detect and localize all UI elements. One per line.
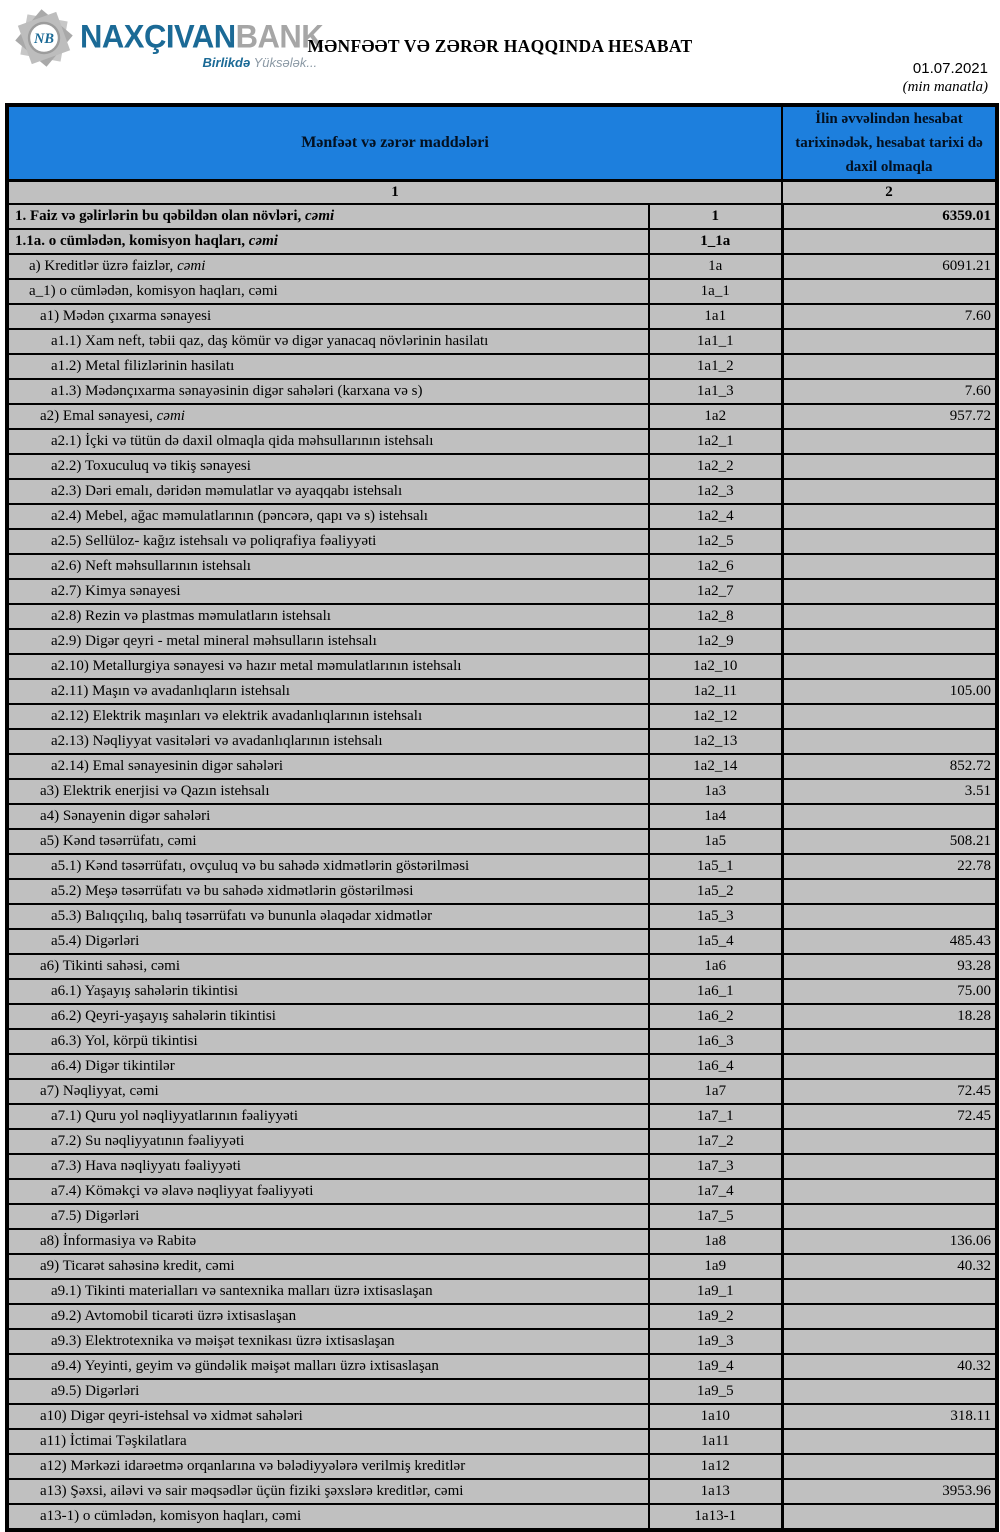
row-label-cell: a13-1) o cümlədən, komisyon haqları, cəmi	[7, 1504, 649, 1530]
table-row	[7, 904, 997, 929]
row-label-cell: a2.1) İçki və tütün də daxil olmaqla qida məhsullarının istehsalı	[7, 429, 649, 454]
row-label-cell: a7.1) Quru yol nəqliyyatlarının fəaliyyəti	[7, 1104, 649, 1129]
row-label-cell: a7.5) Digərləri	[7, 1204, 649, 1229]
table-row	[7, 454, 997, 479]
row-code-cell: 1a11	[649, 1429, 782, 1454]
table-row	[7, 1454, 997, 1479]
table-row	[7, 404, 997, 429]
pnl-table-body	[7, 181, 997, 1531]
table-row	[7, 1279, 997, 1304]
table-row	[7, 1129, 997, 1154]
row-code-cell: 1	[649, 204, 782, 229]
row-value-cell: 22.78	[782, 854, 997, 879]
row-code-cell: 1a12	[649, 1454, 782, 1479]
table-row	[7, 379, 997, 404]
row-label-cell: a6.3) Yol, körpü tikintisi	[7, 1029, 649, 1054]
table-row	[7, 704, 997, 729]
row-value-cell: 40.32	[782, 1254, 997, 1279]
row-value-cell	[782, 1279, 997, 1304]
row-value-cell: 7.60	[782, 379, 997, 404]
table-row	[7, 1429, 997, 1454]
table-row	[7, 954, 997, 979]
table-row	[7, 1504, 997, 1530]
row-code-cell: 1a2_8	[649, 604, 782, 629]
row-code-cell: 1a4	[649, 804, 782, 829]
row-value-cell: 485.43	[782, 929, 997, 954]
row-label-cell: a11) İctimai Təşkilatlara	[7, 1429, 649, 1454]
row-label-cell: a2.7) Kimya sənayesi	[7, 579, 649, 604]
table-row	[7, 304, 997, 329]
row-value-cell: 508.21	[782, 829, 997, 854]
row-label-cell: a12) Mərkəzi idarəetmə orqanlarına və bələdiyyələrə verilmiş kreditlər	[7, 1454, 649, 1479]
table-row	[7, 679, 997, 704]
row-label-cell: a9.3) Elektrotexnika və məişət texnikası üzrə ixtisaslaşan	[7, 1329, 649, 1354]
bank-name-primary: NAXÇIVAN	[80, 17, 236, 55]
row-value-cell	[782, 504, 997, 529]
row-value-cell	[782, 704, 997, 729]
table-row	[7, 1354, 997, 1379]
row-label-cell: a10) Digər qeyri-istehsal və xidmət sahələri	[7, 1404, 649, 1429]
row-label-cell: a2.14) Emal sənayesinin digər sahələri	[7, 754, 649, 779]
row-label-cell: a6.2) Qeyri-yaşayış sahələrin tikintisi	[7, 1004, 649, 1029]
row-code-cell: 1a5_1	[649, 854, 782, 879]
row-code-cell: 1a1_1	[649, 329, 782, 354]
row-value-cell: 3953.96	[782, 1479, 997, 1504]
row-code-cell: 1a7_3	[649, 1154, 782, 1179]
row-label-cell: a13) Şəxsi, ailəvi və sair məqsədlər üçün fiziki şəxslərə kreditlər, cəmi	[7, 1479, 649, 1504]
row-code-cell: 1a9_4	[649, 1354, 782, 1379]
table-row	[7, 754, 997, 779]
row-value-cell: 105.00	[782, 679, 997, 704]
row-code-cell: 1a6_1	[649, 979, 782, 1004]
table-row	[7, 979, 997, 1004]
row-value-cell	[782, 1204, 997, 1229]
row-code-cell: 1a2	[649, 404, 782, 429]
row-label-cell: a2.5) Sellüloz- kağız istehsalı və poliqrafiya fəaliyyəti	[7, 529, 649, 554]
row-label-cell: a2.13) Nəqliyyat vasitələri və avadanlıqlarının istehsalı	[7, 729, 649, 754]
table-row	[7, 854, 997, 879]
row-label-cell: a9.2) Avtomobil ticarəti üzrə ixtisaslaşan	[7, 1304, 649, 1329]
row-value-cell	[782, 1504, 997, 1530]
table-header-row	[7, 105, 997, 181]
row-value-cell	[782, 654, 997, 679]
row-value-cell	[782, 354, 997, 379]
row-code-cell: 1a6_3	[649, 1029, 782, 1054]
column-index-row	[7, 181, 997, 205]
row-code-cell: 1a2_2	[649, 454, 782, 479]
row-code-cell: 1a2_1	[649, 429, 782, 454]
row-value-cell	[782, 604, 997, 629]
row-value-cell: 72.45	[782, 1079, 997, 1104]
row-code-cell: 1a2_6	[649, 554, 782, 579]
row-value-cell	[782, 479, 997, 504]
row-label-cell: a2.11) Maşın və avadanlıqların istehsalı	[7, 679, 649, 704]
row-value-cell	[782, 879, 997, 904]
table-row	[7, 429, 997, 454]
row-value-cell: 40.32	[782, 1354, 997, 1379]
row-code-cell: 1a8	[649, 1229, 782, 1254]
row-label-cell: a7) Nəqliyyat, cəmi	[7, 1079, 649, 1104]
table-row	[7, 579, 997, 604]
table-row	[7, 529, 997, 554]
table-row	[7, 329, 997, 354]
row-label-cell: a2.12) Elektrik maşınları və elektrik avadanlıqlarının istehsalı	[7, 704, 649, 729]
row-value-cell: 136.06	[782, 1229, 997, 1254]
table-row	[7, 929, 997, 954]
row-code-cell: 1a2_3	[649, 479, 782, 504]
row-value-cell	[782, 804, 997, 829]
row-code-cell: 1a2_10	[649, 654, 782, 679]
row-label-cell: a2.8) Rezin və plastmas məmulatların istehsalı	[7, 604, 649, 629]
row-label-cell: 1.1a. o cümlədən, komisyon haqları, cəmi	[7, 229, 649, 254]
table-row	[7, 829, 997, 854]
table-row	[7, 1329, 997, 1354]
row-code-cell: 1a1_2	[649, 354, 782, 379]
row-code-cell: 1a7_1	[649, 1104, 782, 1129]
table-row	[7, 1179, 997, 1204]
row-code-cell: 1a5_3	[649, 904, 782, 929]
row-label-cell: a4) Sənayenin digər sahələri	[7, 804, 649, 829]
row-code-cell: 1a13-1	[649, 1504, 782, 1530]
row-value-cell: 72.45	[782, 1104, 997, 1129]
row-label-cell: a2.6) Neft məhsullarının istehsalı	[7, 554, 649, 579]
row-value-cell: 852.72	[782, 754, 997, 779]
row-value-cell	[782, 1029, 997, 1054]
row-value-cell	[782, 1179, 997, 1204]
row-label-cell: a2.2) Toxuculuq və tikiş sənayesi	[7, 454, 649, 479]
table-row	[7, 1004, 997, 1029]
row-value-cell	[782, 579, 997, 604]
table-row	[7, 1029, 997, 1054]
row-value-cell	[782, 554, 997, 579]
row-value-cell	[782, 1154, 997, 1179]
row-code-cell: 1a9	[649, 1254, 782, 1279]
row-label-cell: a5.3) Balıqçılıq, balıq təsərrüfatı və bununla əlaqədar xidmətlər	[7, 904, 649, 929]
row-code-cell: 1a6_2	[649, 1004, 782, 1029]
row-code-cell: 1a7_4	[649, 1179, 782, 1204]
row-code-cell: 1a5	[649, 829, 782, 854]
row-value-cell	[782, 629, 997, 654]
col-header-items: Mənfəət və zərər maddələri	[7, 105, 782, 181]
row-value-cell: 6359.01	[782, 204, 997, 229]
table-row	[7, 1404, 997, 1429]
row-label-cell: a7.2) Su nəqliyyatının fəaliyyəti	[7, 1129, 649, 1154]
bank-tagline-rest: Yüksələk...	[250, 55, 318, 70]
row-label-cell: a5) Kənd təsərrüfatı, cəmi	[7, 829, 649, 854]
row-code-cell: 1a	[649, 254, 782, 279]
table-row	[7, 779, 997, 804]
table-row	[7, 804, 997, 829]
row-code-cell: 1a_1	[649, 279, 782, 304]
row-code-cell: 1a7_2	[649, 1129, 782, 1154]
row-value-cell	[782, 1129, 997, 1154]
row-value-cell: 3.51	[782, 779, 997, 804]
row-value-cell: 7.60	[782, 304, 997, 329]
col-header-period: İlin əvvəlindən hesabat tarixinədək, hesabat tarixi də daxil olmaqla	[782, 105, 997, 181]
row-label-cell: a6.4) Digər tikintilər	[7, 1054, 649, 1079]
table-row	[7, 279, 997, 304]
row-code-cell: 1a7	[649, 1079, 782, 1104]
row-value-cell: 957.72	[782, 404, 997, 429]
row-value-cell	[782, 329, 997, 354]
table-row	[7, 1154, 997, 1179]
row-code-cell: 1a2_13	[649, 729, 782, 754]
row-label-cell: a2.10) Metallurgiya sənayesi və hazır metal məmulatlarının istehsalı	[7, 654, 649, 679]
table-row	[7, 204, 997, 229]
row-label-cell: a7.3) Hava nəqliyyatı fəaliyyəti	[7, 1154, 649, 1179]
row-code-cell: 1a5_4	[649, 929, 782, 954]
row-code-cell: 1_1a	[649, 229, 782, 254]
row-code-cell: 1a2_5	[649, 529, 782, 554]
row-code-cell: 1a5_2	[649, 879, 782, 904]
row-value-cell	[782, 1379, 997, 1404]
table-row	[7, 229, 997, 254]
row-label-cell: a) Kreditlər üzrə faizlər, cəmi	[7, 254, 649, 279]
row-label-cell: a2.3) Dəri emalı, dəridən məmulatlar və ayaqqabı istehsalı	[7, 479, 649, 504]
row-code-cell: 1a1	[649, 304, 782, 329]
row-code-cell: 1a2_12	[649, 704, 782, 729]
row-value-cell: 6091.21	[782, 254, 997, 279]
row-label-cell: a2) Emal sənayesi, cəmi	[7, 404, 649, 429]
row-code-cell: 1a13	[649, 1479, 782, 1504]
row-label-cell: a9) Ticarət sahəsinə kredit, cəmi	[7, 1254, 649, 1279]
row-label-cell: 1. Faiz və gəlirlərin bu qəbildən olan növləri, cəmi	[7, 204, 649, 229]
row-code-cell: 1a2_4	[649, 504, 782, 529]
table-row	[7, 1054, 997, 1079]
row-value-cell	[782, 279, 997, 304]
row-label-cell: a1.3) Mədənçıxarma sənayəsinin digər sahələri (karxana və s)	[7, 379, 649, 404]
table-row	[7, 1229, 997, 1254]
row-label-cell: a5.2) Meşə təsərrüfatı və bu sahədə xidmətlərin göstərilməsi	[7, 879, 649, 904]
row-label-cell: a8) İnformasiya və Rabitə	[7, 1229, 649, 1254]
row-value-cell	[782, 1054, 997, 1079]
row-code-cell: 1a2_9	[649, 629, 782, 654]
row-value-cell	[782, 429, 997, 454]
row-label-cell: a9.5) Digərləri	[7, 1379, 649, 1404]
pnl-table	[5, 103, 999, 1532]
row-value-cell: 18.28	[782, 1004, 997, 1029]
row-label-cell: a9.1) Tikinti materialları və santexnika malları üzrə ixtisaslaşan	[7, 1279, 649, 1304]
row-value-cell: 318.11	[782, 1404, 997, 1429]
table-row	[7, 504, 997, 529]
report-date: 01.07.2021	[912, 60, 988, 77]
bank-name-secondary: BANK	[235, 17, 324, 55]
table-row	[7, 1304, 997, 1329]
row-code-cell: 1a2_11	[649, 679, 782, 704]
row-label-cell: a1.1) Xam neft, təbii qaz, daş kömür və digər yanacaq növlərinin hasilatı	[7, 329, 649, 354]
col-index-2: 2	[782, 181, 997, 205]
row-value-cell	[782, 229, 997, 254]
row-code-cell: 1a9_1	[649, 1279, 782, 1304]
table-row	[7, 729, 997, 754]
row-value-cell	[782, 454, 997, 479]
table-row	[7, 604, 997, 629]
row-value-cell: 93.28	[782, 954, 997, 979]
row-label-cell: a1) Mədən çıxarma sənayesi	[7, 304, 649, 329]
row-label-cell: a2.9) Digər qeyri - metal mineral məhsulların istehsalı	[7, 629, 649, 654]
row-value-cell	[782, 1429, 997, 1454]
table-row	[7, 554, 997, 579]
row-label-cell: a6.1) Yaşayış sahələrin tikintisi	[7, 979, 649, 1004]
row-value-cell	[782, 1304, 997, 1329]
table-row	[7, 479, 997, 504]
row-value-cell	[782, 904, 997, 929]
row-code-cell: 1a9_2	[649, 1304, 782, 1329]
row-value-cell	[782, 729, 997, 754]
row-code-cell: 1a6_4	[649, 1054, 782, 1079]
table-row	[7, 1104, 997, 1129]
svg-text:NB: NB	[34, 30, 55, 47]
row-code-cell: 1a3	[649, 779, 782, 804]
row-code-cell: 1a2_7	[649, 579, 782, 604]
row-code-cell: 1a9_5	[649, 1379, 782, 1404]
table-row	[7, 629, 997, 654]
row-label-cell: a6) Tikinti sahəsi, cəmi	[7, 954, 649, 979]
table-row	[7, 654, 997, 679]
table-row	[7, 1254, 997, 1279]
table-row	[7, 1204, 997, 1229]
table-row	[7, 1379, 997, 1404]
row-label-cell: a_1) o cümlədən, komisyon haqları, cəmi	[7, 279, 649, 304]
unit-note: (min manatla)	[902, 79, 988, 95]
bank-tagline	[80, 55, 323, 70]
pnl-table-container	[5, 103, 995, 1532]
table-row	[7, 879, 997, 904]
row-label-cell: a1.2) Metal filizlərinin hasilatı	[7, 354, 649, 379]
row-label-cell: a7.4) Köməkçi və əlavə nəqliyyat fəaliyyəti	[7, 1179, 649, 1204]
table-row	[7, 1079, 997, 1104]
row-value-cell	[782, 1454, 997, 1479]
row-label-cell: a3) Elektrik enerjisi və Qazın istehsalı	[7, 779, 649, 804]
table-row	[7, 1479, 997, 1504]
row-label-cell: a2.4) Mebel, ağac məmulatlarının (pəncərə, qapı və s) istehsalı	[7, 504, 649, 529]
table-row	[7, 354, 997, 379]
row-value-cell	[782, 529, 997, 554]
row-value-cell	[782, 1329, 997, 1354]
row-code-cell: 1a9_3	[649, 1329, 782, 1354]
row-code-cell: 1a10	[649, 1404, 782, 1429]
row-code-cell: 1a2_14	[649, 754, 782, 779]
row-value-cell: 75.00	[782, 979, 997, 1004]
col-index-1: 1	[7, 181, 782, 205]
row-label-cell: a5.1) Kənd təsərrüfatı, ovçuluq və bu sahədə xidmətlərin göstərilməsi	[7, 854, 649, 879]
table-row	[7, 254, 997, 279]
row-code-cell: 1a1_3	[649, 379, 782, 404]
row-code-cell: 1a7_5	[649, 1204, 782, 1229]
row-label-cell: a9.4) Yeyinti, geyim və gündəlik məişət malları üzrə ixtisaslaşan	[7, 1354, 649, 1379]
row-code-cell: 1a6	[649, 954, 782, 979]
bank-tagline-bold: Birlikdə	[202, 55, 251, 70]
row-label-cell: a5.4) Digərləri	[7, 929, 649, 954]
report-title: MƏNFƏƏT VƏ ZƏRƏR HAQQINDA HESABAT	[307, 36, 693, 56]
